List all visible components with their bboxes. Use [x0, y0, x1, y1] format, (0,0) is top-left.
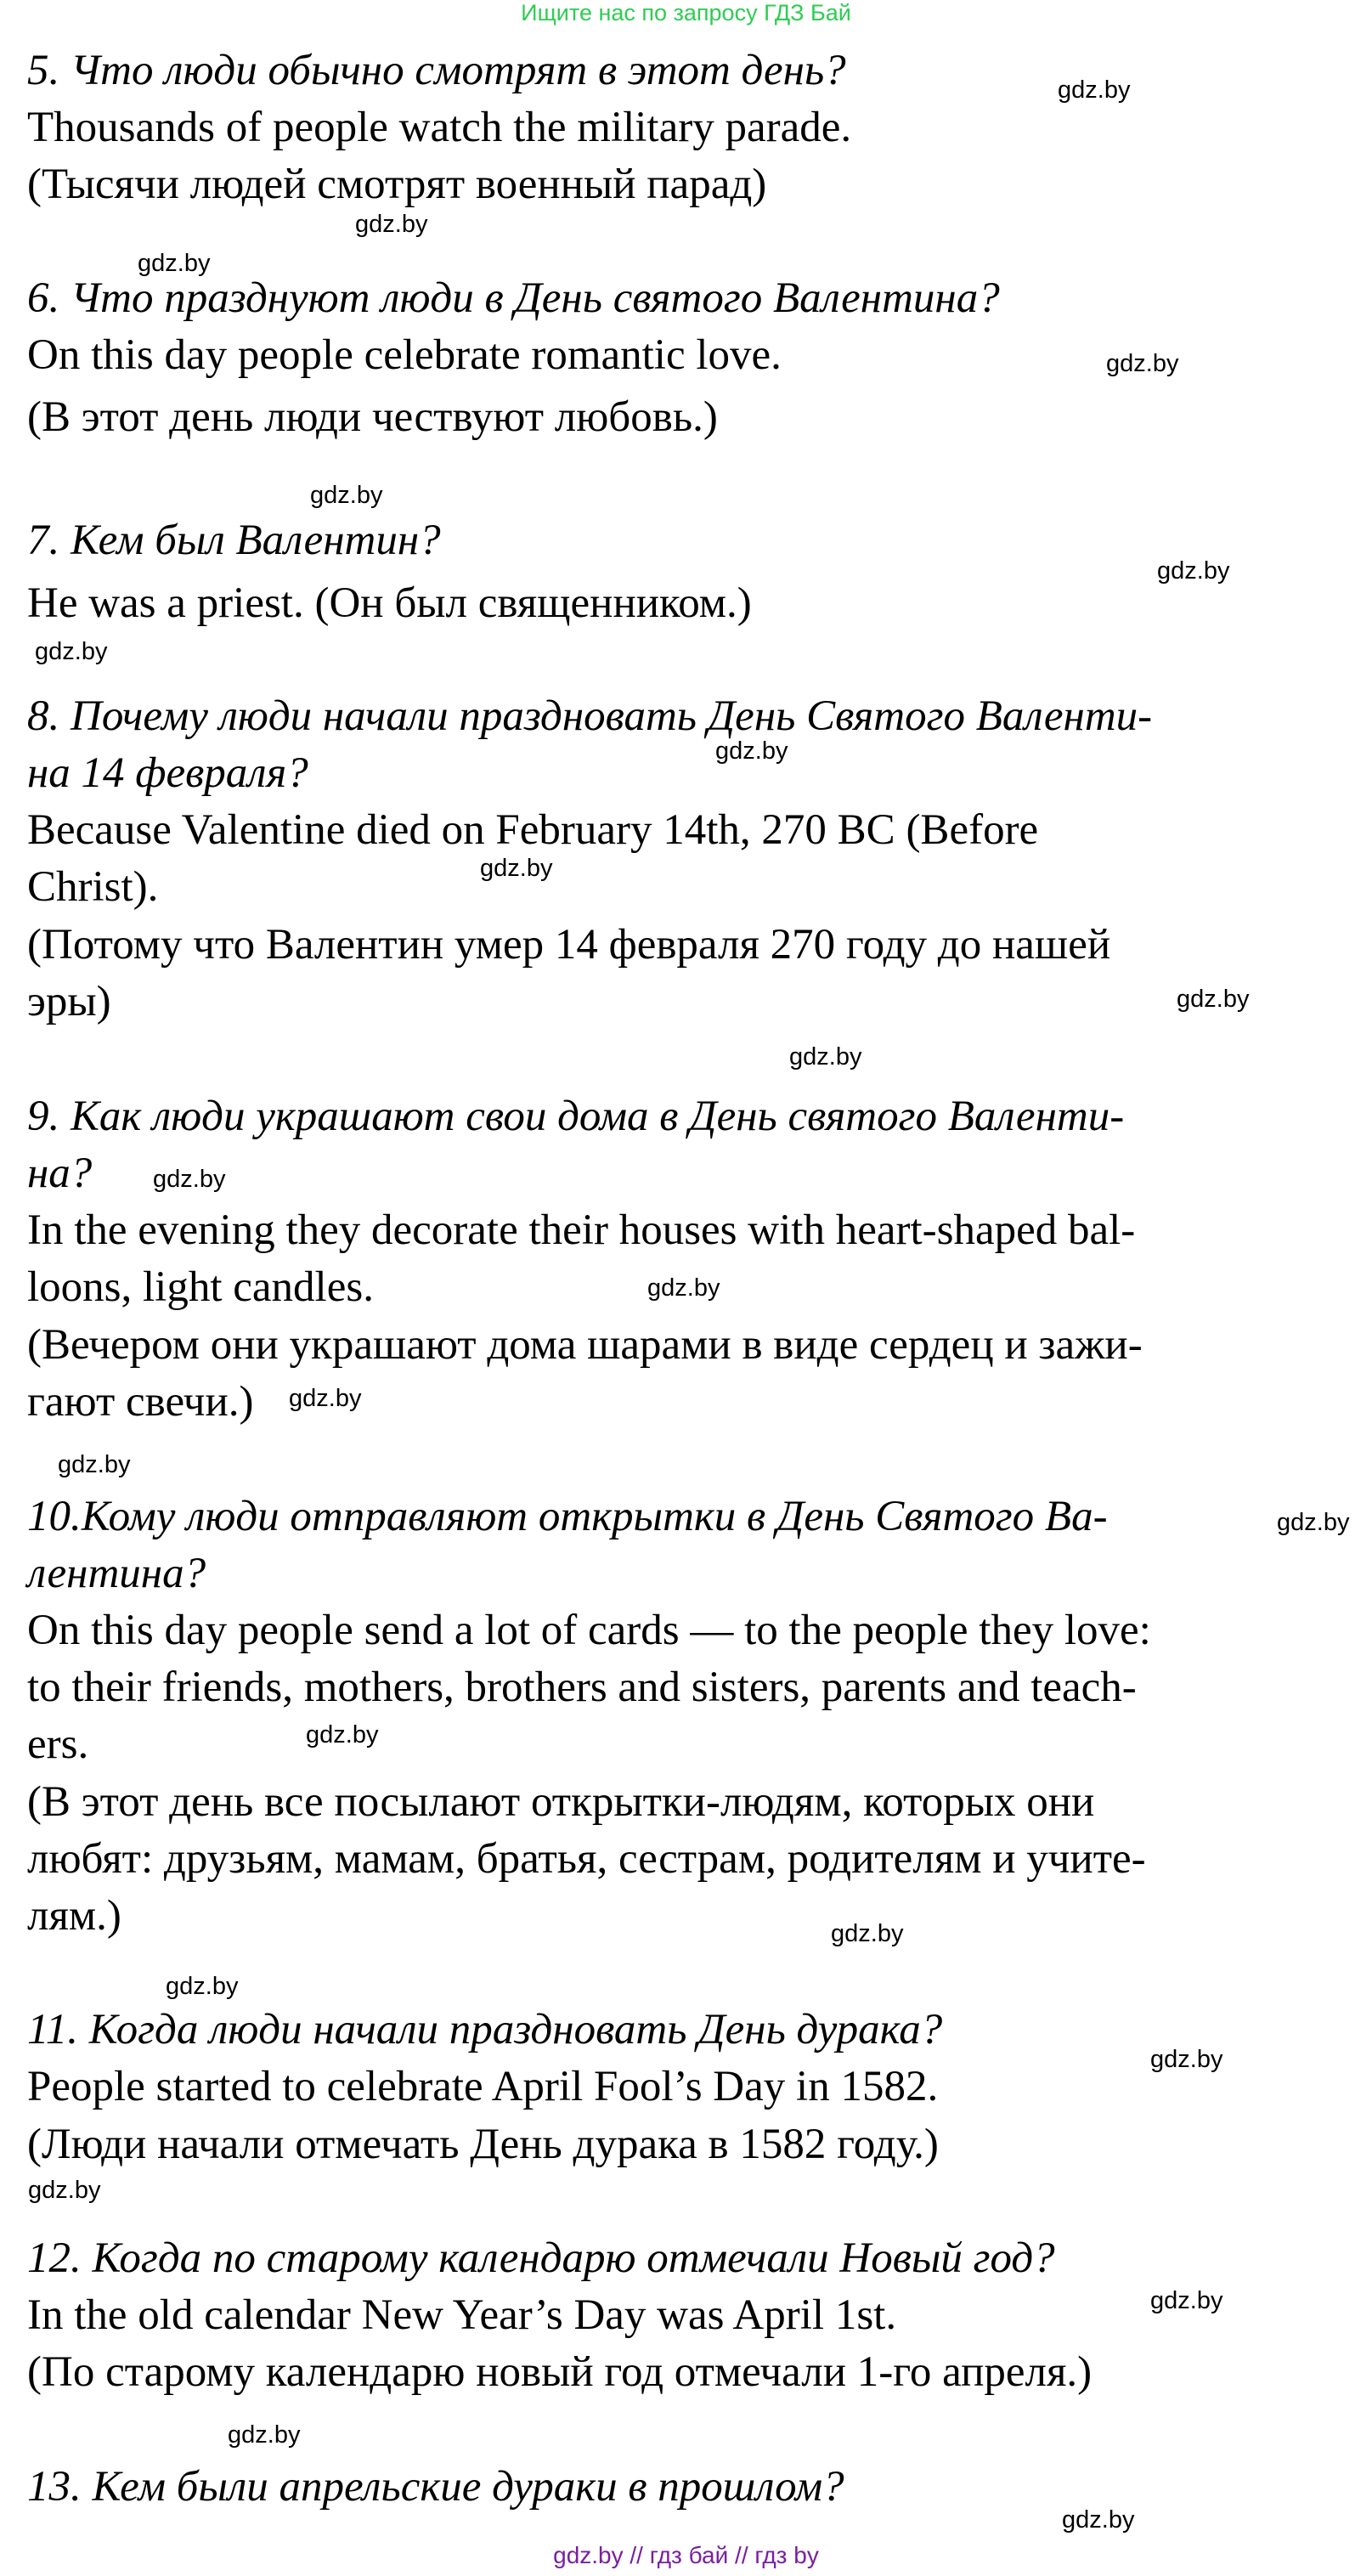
watermark: gdz.by — [647, 1274, 720, 1302]
answer-6-ru: (В этот день люди чествуют любовь.) — [27, 393, 718, 441]
watermark: gdz.by — [1150, 2046, 1223, 2073]
watermark: gdz.by — [715, 737, 788, 765]
watermark: gdz.by — [228, 2421, 301, 2449]
watermark: gdz.by — [58, 1451, 131, 1478]
answer-10-en-line-1: On this day people send a lot of cards — to the people they love: — [27, 1607, 1151, 1654]
watermark: gdz.by — [1106, 350, 1179, 377]
watermark: gdz.by — [1177, 986, 1250, 1013]
answer-9-ru-line-1: (Вечером они украшают дома шарами в виде сердец и зажи- — [27, 1321, 1143, 1369]
question-5: 5. Что люди обычно смотрят в этот день? — [27, 47, 846, 94]
answer-10-ru-line-1: (В этот день все посылают открытки-людям, которых они — [27, 1778, 1095, 1826]
answer-9-en-line-1: In the evening they decorate their houses with heart-shaped bal- — [27, 1206, 1136, 1254]
watermark: gdz.by — [1150, 2287, 1223, 2314]
watermark: gdz.by — [138, 250, 211, 277]
answer-12-en: In the old calendar New Year’s Day was April 1st. — [27, 2291, 897, 2339]
answer-10-en-line-2: to their friends, mothers, brothers and sisters, parents and teach- — [27, 1664, 1137, 1711]
answer-10-ru-line-2: любят: друзьям, мамам, братья, сестрам, родителям и учите- — [27, 1835, 1146, 1883]
watermark: gdz.by — [153, 1166, 226, 1193]
question-13: 13. Кем были апрельские дураки в прошлом? — [27, 2463, 844, 2511]
watermark: gdz.by — [28, 2177, 101, 2204]
answer-9-en-line-2: loons, light candles. — [27, 1263, 374, 1311]
watermark: gdz.by — [789, 1043, 862, 1071]
answer-8-ru-line-1: (Потому что Валентин умер 14 февраля 270 году до нашей — [27, 921, 1111, 969]
answer-5-ru: (Тысячи людей смотрят военный парад) — [27, 161, 767, 208]
answer-12-ru: (По старому календарю новый год отмечали 1-го апреля.) — [27, 2348, 1093, 2396]
question-8-line-2: на 14 февраля? — [27, 749, 308, 797]
question-11: 11. Когда люди начали праздновать День дурака? — [27, 2006, 943, 2053]
answer-11-en: People started to celebrate April Fool’s Day in 1582. — [27, 2063, 939, 2110]
watermark: gdz.by — [1058, 76, 1131, 104]
watermark: gdz.by — [166, 1973, 239, 2000]
question-10-line-1: 10.Кому люди отправляют открытки в День Святого Ва- — [27, 1493, 1108, 1540]
watermark: gdz.by — [831, 1920, 904, 1947]
watermark: gdz.by — [480, 855, 553, 882]
footer-links: gdz.by // гдз бай // гдз by — [553, 2542, 819, 2568]
question-12: 12. Когда по старому календарю отмечали Новый год? — [27, 2234, 1055, 2282]
answer-10-en-line-3: ers. — [27, 1720, 89, 1768]
answer-8-en-line-2: Christ). — [27, 863, 159, 911]
watermark: gdz.by — [35, 638, 108, 665]
answer-6-en: On this day people celebrate romantic love. — [27, 331, 782, 379]
question-9-line-2: на? — [27, 1150, 93, 1197]
answer-10-ru-line-3: лям.) — [27, 1892, 121, 1940]
watermark: gdz.by — [289, 1385, 362, 1412]
question-7: 7. Кем был Валентин? — [27, 517, 441, 564]
answer-8-en-line-1: Because Valentine died on February 14th, 270 BC (Before — [27, 806, 1039, 854]
answer-5-en: Thousands of people watch the military parade. — [27, 104, 852, 151]
watermark: gdz.by — [1277, 1509, 1350, 1536]
answer-7: He was a priest. (Он был священником.) — [27, 579, 752, 627]
watermark: gdz.by — [310, 482, 383, 509]
watermark: gdz.by — [355, 211, 428, 238]
question-10-line-2: лентина? — [27, 1550, 206, 1597]
question-8-line-1: 8. Почему люди начали праздновать День Святого Валенти- — [27, 692, 1153, 740]
answer-11-ru: (Люди начали отмечать День дурака в 1582 году.) — [27, 2121, 939, 2168]
question-9-line-1: 9. Как люди украшают свои дома в День святого Валенти- — [27, 1093, 1125, 1140]
answer-8-ru-line-2: эры) — [27, 978, 111, 1025]
top-banner: Ищите нас по запросу ГДЗ Бай — [521, 0, 851, 25]
answer-9-ru-line-2: гают свечи.) — [27, 1378, 254, 1426]
watermark: gdz.by — [306, 1721, 379, 1748]
watermark: gdz.by — [1157, 557, 1230, 585]
question-6: 6. Что празднуют люди в День святого Валентина? — [27, 274, 1000, 322]
watermark: gdz.by — [1062, 2506, 1135, 2534]
